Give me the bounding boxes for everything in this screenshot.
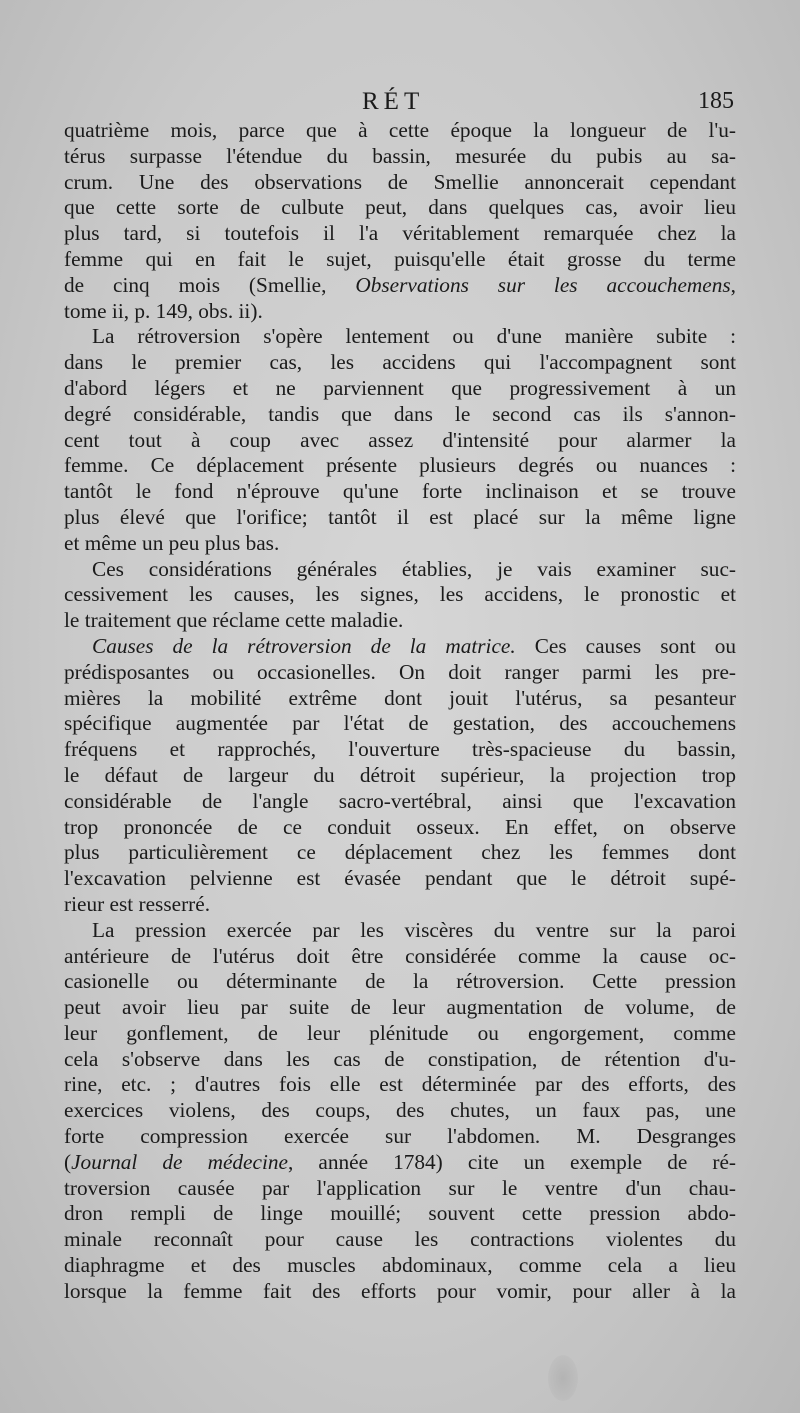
text-line xyxy=(64,582,736,608)
text-run: le traitement que réclame cette maladie. xyxy=(64,608,404,633)
text-line xyxy=(64,1124,736,1150)
text-run: crum. Une des observations de Smellie annoncerait cependant xyxy=(64,169,736,194)
text-run: térus surpasse l'étendue du bassin, mesurée du pubis au sa- xyxy=(64,143,736,168)
italic-text: Journal de médecine xyxy=(71,1149,288,1174)
text-run: considérable de l'angle sacro-vertébral, ainsi que l'excavation xyxy=(64,788,736,813)
text-line xyxy=(64,1150,736,1176)
text-line xyxy=(64,634,736,660)
page-header xyxy=(62,88,734,118)
text-line xyxy=(64,711,736,737)
text-line xyxy=(64,299,736,325)
text-run: casionelle ou déterminante de la rétroversion. Cette pression xyxy=(64,969,736,994)
text-line xyxy=(64,402,736,428)
text-line xyxy=(64,170,736,196)
text-run: lorsque la femme fait des efforts pour vomir, pour aller à la xyxy=(64,1278,736,1303)
text-line xyxy=(64,1279,736,1305)
text-run: plus particulièrement ce déplacement chez les femmes dont xyxy=(64,840,736,865)
body-text xyxy=(64,118,736,1305)
text-run: tantôt le fond n'éprouve qu'une forte inclinaison et se trouve xyxy=(64,479,736,504)
text-line xyxy=(64,1047,736,1073)
text-run: , année 1784) cite un exemple de ré- xyxy=(287,1149,736,1174)
text-line xyxy=(64,1227,736,1253)
text-line xyxy=(64,840,736,866)
text-run: forte compression exercée sur l'abdomen. M. Desgranges xyxy=(64,1124,736,1149)
text-line xyxy=(64,918,736,944)
text-run: que cette sorte de culbute peut, dans quelques cas, avoir lieu xyxy=(64,195,736,220)
text-run: et même un peu plus bas. xyxy=(64,530,280,555)
text-line xyxy=(64,221,736,247)
text-line xyxy=(64,557,736,583)
text-run: quatrième mois, parce que à cette époque la longueur de l'u- xyxy=(64,118,736,142)
text-run: plus élevé que l'orifice; tantôt il est placé sur la même ligne xyxy=(64,504,736,529)
text-line xyxy=(64,273,736,299)
text-line xyxy=(64,247,736,273)
text-run: l'excavation pelvienne est évasée pendant que le détroit supé- xyxy=(64,866,736,891)
text-line xyxy=(64,1201,736,1227)
text-run: peut avoir lieu par suite de leur augmentation de volume, de xyxy=(64,995,736,1020)
text-line xyxy=(64,995,736,1021)
text-line xyxy=(64,892,736,918)
text-run: La pression exercée par les viscères du ventre sur la paroi xyxy=(92,917,736,942)
text-run: cessivement les causes, les signes, les accidens, le pronostic et xyxy=(64,582,736,607)
text-run: cent tout à coup avec assez d'intensité pour alarmer la xyxy=(64,427,736,452)
text-run: mières la mobilité extrême dont jouit l'utérus, sa pesanteur xyxy=(64,685,736,710)
text-line xyxy=(64,1176,736,1202)
text-run: tome ii, p. 149, obs. ii). xyxy=(64,298,263,323)
page-number: 185 xyxy=(698,88,734,114)
text-run: le défaut de largeur du détroit supérieur, la projection trop xyxy=(64,762,736,787)
text-run: troversion causée par l'application sur le ventre d'un chau- xyxy=(64,1175,736,1200)
text-line xyxy=(64,118,736,144)
text-run: , xyxy=(730,272,736,297)
text-run: minale reconnaît pour cause les contractions violentes du xyxy=(64,1227,736,1252)
text-line xyxy=(64,479,736,505)
text-line xyxy=(64,1021,736,1047)
text-line xyxy=(64,763,736,789)
text-run: cela s'observe dans les cas de constipation, de rétention d'u- xyxy=(64,1046,736,1071)
running-head: RÉT xyxy=(362,88,425,115)
text-run: d'abord légers et ne parviennent que progressivement à un xyxy=(64,375,736,400)
text-run: Ces considérations générales établies, je vais examiner suc- xyxy=(92,556,736,581)
text-run: rine, etc. ; d'autres fois elle est déterminée par des efforts, des xyxy=(64,1072,736,1097)
text-run: femme. Ce déplacement présente plusieurs degrés ou nuances : xyxy=(64,453,736,478)
text-line xyxy=(64,376,736,402)
text-line xyxy=(64,608,736,634)
text-run: spécifique augmentée par l'état de gestation, des accouchemens xyxy=(64,711,736,736)
text-line xyxy=(64,660,736,686)
text-line xyxy=(64,428,736,454)
text-line xyxy=(64,324,736,350)
text-run: ( xyxy=(64,1149,72,1174)
text-line xyxy=(64,866,736,892)
paper-stain xyxy=(548,1355,578,1401)
text-run: de cinq mois (Smellie, xyxy=(64,272,356,297)
text-line xyxy=(64,531,736,557)
text-line xyxy=(64,1098,736,1124)
text-run: exercices violens, des coups, des chutes, un faux pas, une xyxy=(64,1098,736,1123)
text-run: antérieure de l'utérus doit être considérée comme la cause oc- xyxy=(64,943,736,968)
text-line xyxy=(64,969,736,995)
text-run: dron rempli de linge mouillé; souvent cette pression abdo- xyxy=(64,1201,736,1226)
text-line xyxy=(64,789,736,815)
text-run: femme qui en fait le sujet, puisqu'elle était grosse du terme xyxy=(64,246,736,271)
text-line xyxy=(64,944,736,970)
text-line xyxy=(64,686,736,712)
text-run: La rétroversion s'opère lentement ou d'une manière subite : xyxy=(92,324,736,349)
text-line xyxy=(64,453,736,479)
text-run: trop prononcée de ce conduit osseux. En effet, on observe xyxy=(64,814,736,839)
text-run: plus tard, si toutefois il l'a véritablement remarquée chez la xyxy=(64,221,736,246)
italic-text: Causes de la rétroversion de la matrice. xyxy=(92,633,516,658)
text-line xyxy=(64,737,736,763)
text-line xyxy=(64,350,736,376)
text-run: leur gonflement, de leur plénitude ou engorgement, comme xyxy=(64,1020,736,1045)
italic-text: Observations sur les accouchemens xyxy=(355,272,731,297)
text-run: diaphragme et des muscles abdominaux, comme cela a lieu xyxy=(64,1253,736,1278)
text-line xyxy=(64,505,736,531)
text-line xyxy=(64,144,736,170)
text-run: prédisposantes ou occasionelles. On doit ranger parmi les pre- xyxy=(64,659,736,684)
text-run: Ces causes sont ou xyxy=(515,633,737,658)
text-line xyxy=(64,195,736,221)
text-line xyxy=(64,815,736,841)
text-run: degré considérable, tandis que dans le second cas ils s'annon- xyxy=(64,401,736,426)
text-run: rieur est resserré. xyxy=(64,891,211,916)
text-run: fréquens et rapprochés, l'ouverture très-spacieuse du bassin, xyxy=(64,737,736,762)
text-line xyxy=(64,1072,736,1098)
text-run: dans le premier cas, les accidens qui l'accompagnent sont xyxy=(64,350,736,375)
text-line xyxy=(64,1253,736,1279)
